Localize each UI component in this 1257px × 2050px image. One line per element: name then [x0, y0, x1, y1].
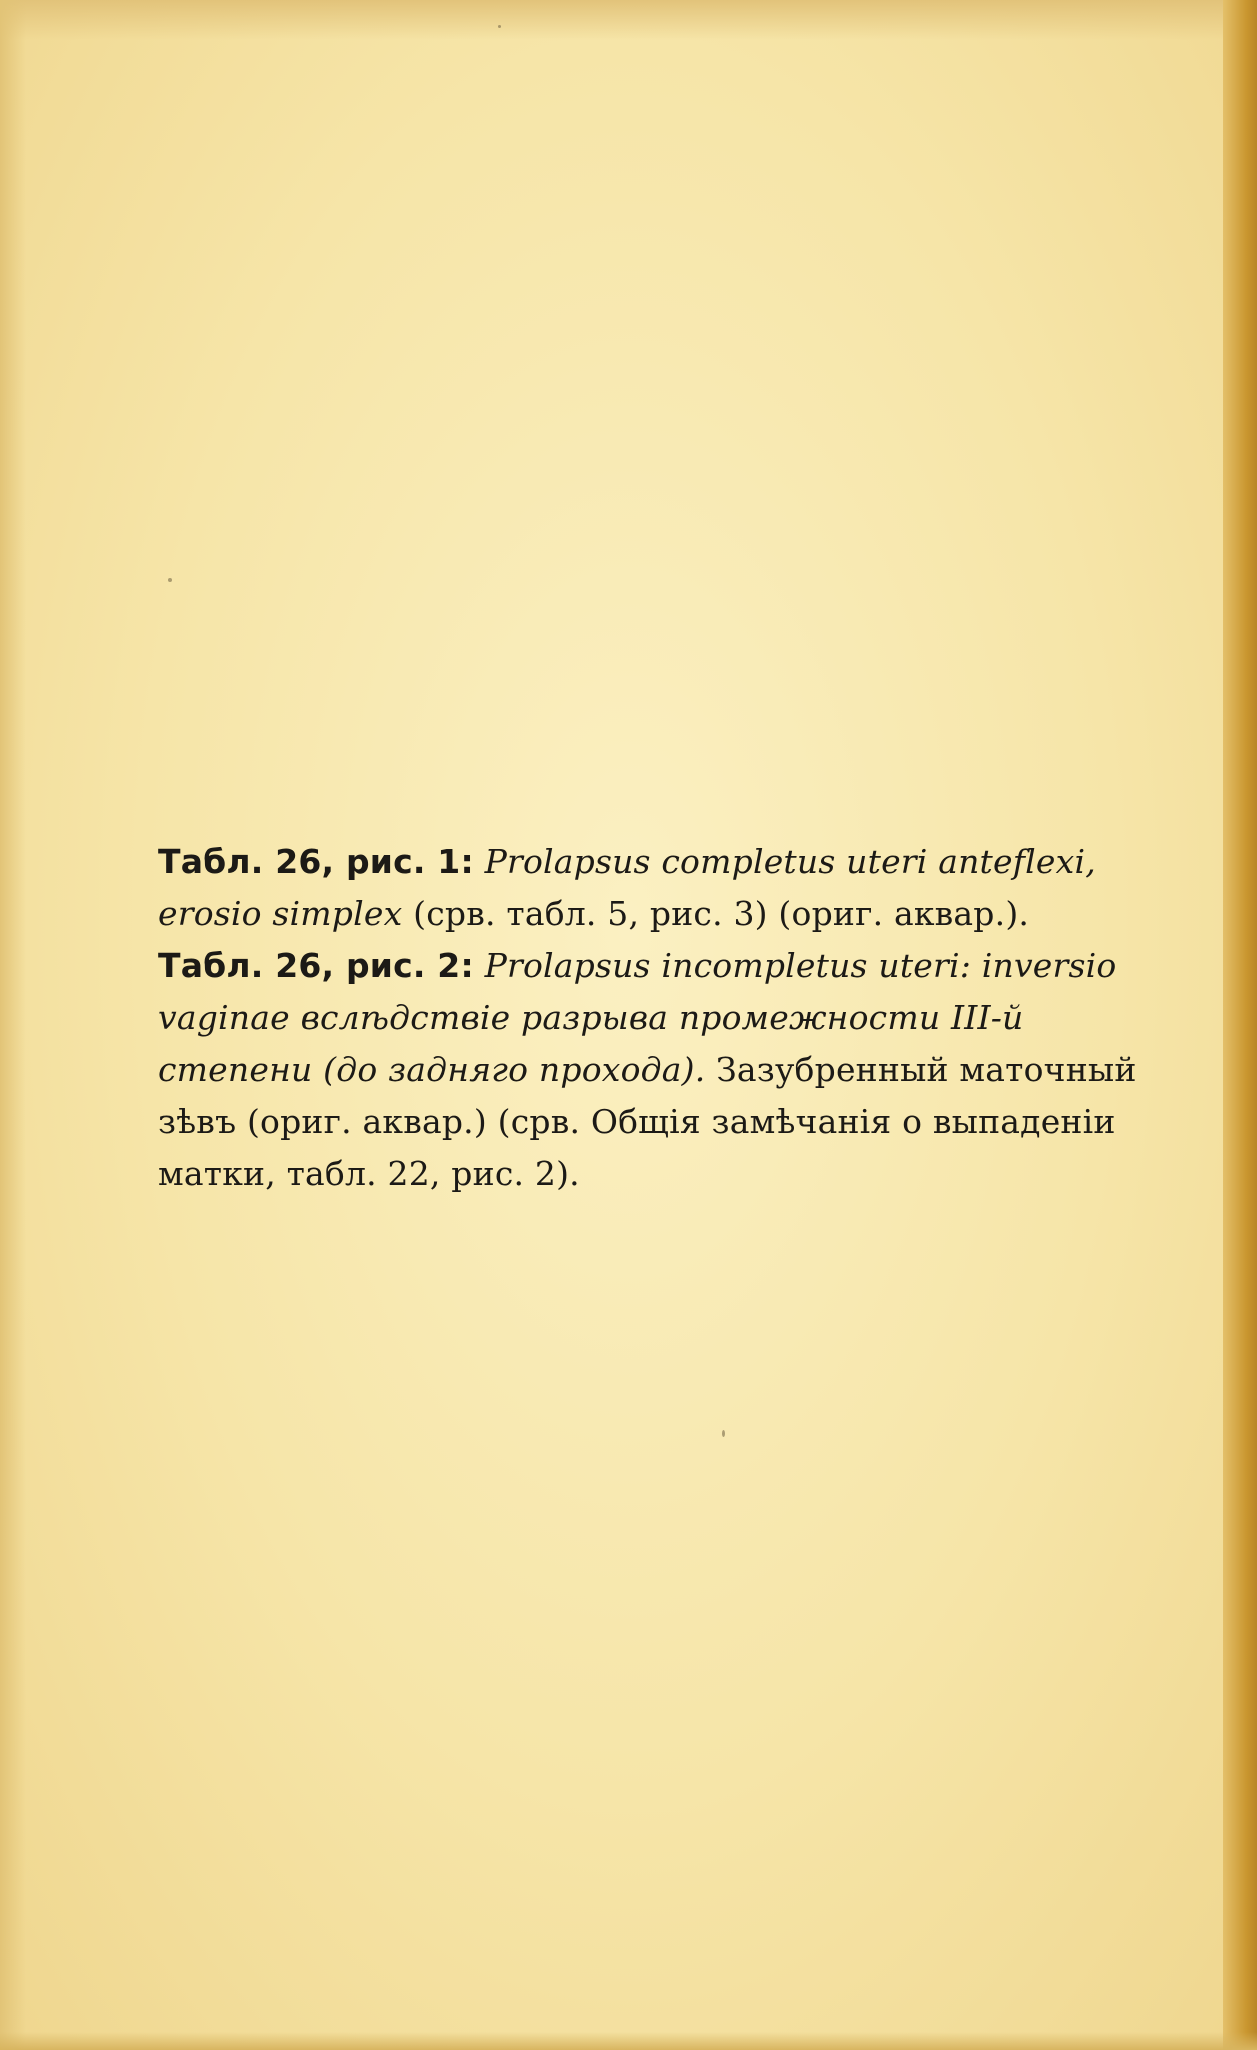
- paper-speck: [498, 25, 501, 28]
- page-edge-left: [0, 0, 26, 2050]
- page-edge-bottom: [0, 2032, 1257, 2050]
- page-edge-right: [1223, 0, 1257, 2050]
- figure-2-latin-title: Prolapsus incompletus uteri: inversio vaginae: [158, 946, 1117, 1037]
- figure-1-caption: [96, 836, 1186, 940]
- page-edge-top: [0, 0, 1257, 40]
- figure-1-note: (срв. табл. 5, рис. 3) (ориг. аквар.).: [413, 894, 1030, 933]
- figure-1-latin-title: Prolapsus completus uteri anteflexi, erosio simplex: [158, 842, 1096, 933]
- figure-2-note: Зазубренный маточный зѣвъ (ориг. аквар.) (срв. Общія замѣчанія о выпаденіи матки, табл. 22, рис. 2).: [158, 1050, 1137, 1193]
- plate-caption: [96, 836, 1186, 1200]
- figure-1-reference: Табл. 26, рис. 1:: [158, 842, 474, 881]
- paper-speck: [722, 1430, 725, 1437]
- figure-2-reference: Табл. 26, рис. 2:: [158, 946, 474, 985]
- figure-2-russian-italic: вслѣдствіе разрыва промежности III-й степени (до задняго прохода).: [158, 998, 1024, 1089]
- paper-speck: [168, 578, 172, 582]
- figure-2-caption: [96, 940, 1186, 1200]
